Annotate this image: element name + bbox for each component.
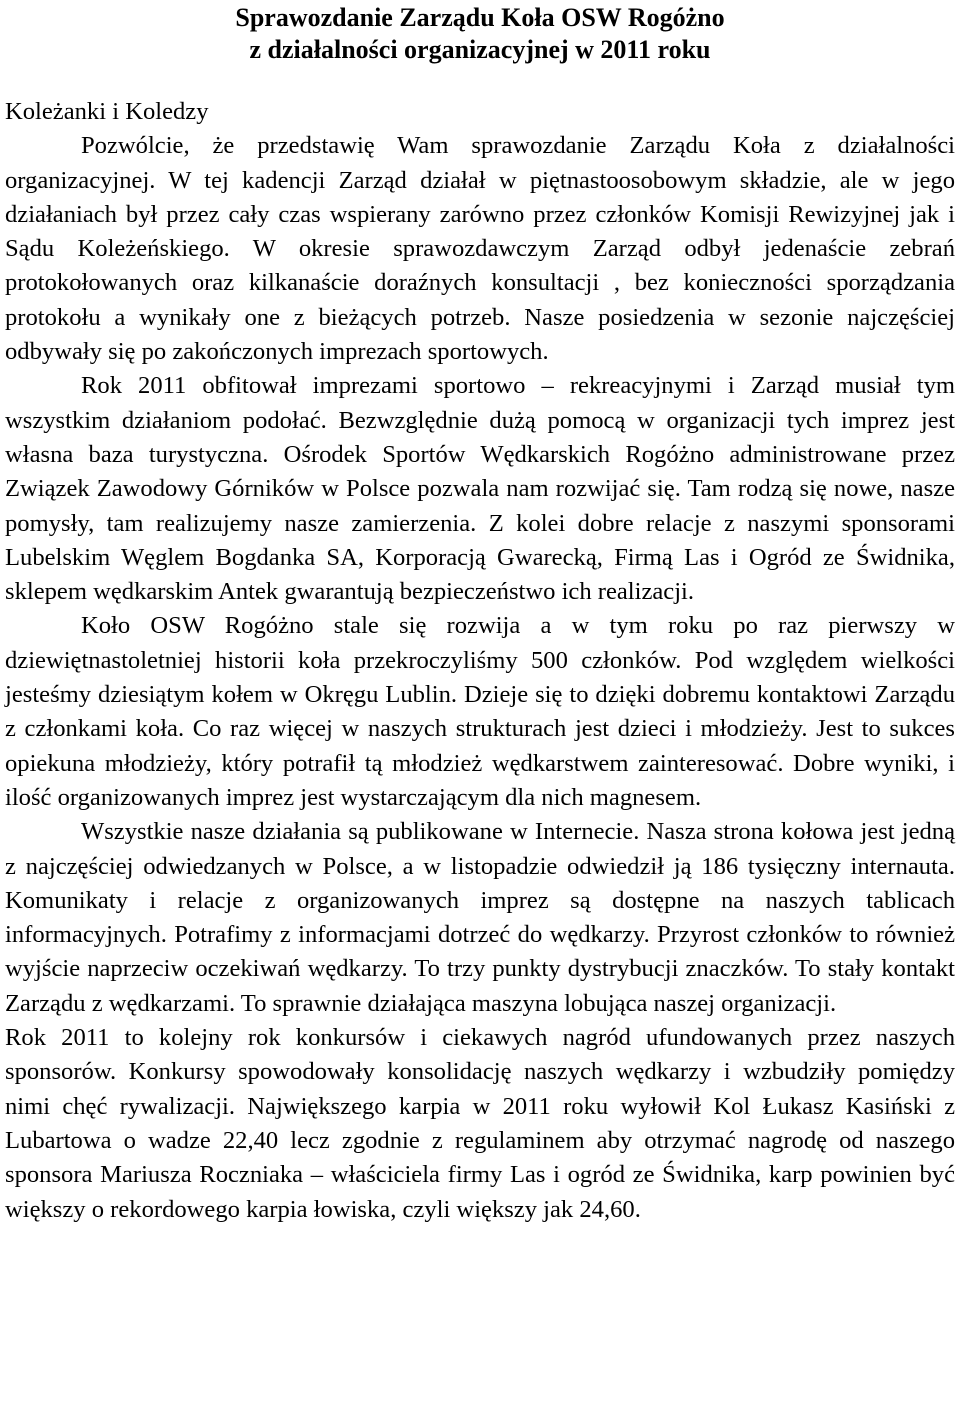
title-line-1: Sprawozdanie Zarządu Koła OSW Rogóżno	[235, 3, 725, 32]
paragraph-5: Rok 2011 to kolejny rok konkursów i ciekawych nagród ufundowanych przez naszych sponsorów. Konkursy spowodowały konsolidację naszych wędkarzy i wzbudziły pomiędzy nimi chęć rywalizacji. Największego karpia w 2011 roku wyłowił Kol Łukasz Kasiński z Lubartowa o wadze 22,40 lecz zgodnie z regulaminem aby otrzymać nagrodę od naszego sponsora Mariusza Roczniaka – właściciela firmy Las i ogród ze Świdnika, karp powinien być większy o rekordowego karpia łowiska, czyli większy jak 24,60.	[5, 1024, 955, 1223]
paragraph-2: Rok 2011 obfitował imprezami sportowo – rekreacyjnymi i Zarząd musiał tym wszystkim działaniom podołać. Bezwzględnie dużą pomocą w organizacji tych imprez jest własna baza turystyczna. Ośrodek Sportów Wędkarskich Rogóżno administrowane przez Związek Zawodowy Górników w Polsce pozwala nam rozwijać się. Tam rodzą się nowe, nasze pomysły, tam realizujemy nasze zamierzenia. Z kolei dobre relacje z naszymi sponsorami Lubelskim Węglem Bogdanka SA, Korporacją Gwarecką, Firmą Las i Ogród ze Świdnika, sklepem wędkarskim Antek gwarantują bezpieczeństwo ich realizacji.	[5, 372, 955, 606]
salutation: Koleżanki i Koledzy	[5, 98, 209, 125]
paragraph-4: Wszystkie nasze działania są publikowane w Internecie. Nasza strona kołowa jest jedną z najczęściej odwiedzanych w Polsce, a w listopadzie odwiedził ją 186 tysięczny internauta. Komunikaty i relacje z organizowanych imprez są dostępne na naszych tablicach informacyjnych. Potrafimy z informacjami dotrzeć do wędkarzy. Przyrost członków to również wyjście naprzeciw oczekiwań wędkarzy. To trzy punkty dystrybucji znaczków. To stały kontakt Zarządu z wędkarzami. To sprawnie działająca maszyna lobująca naszej organizacji.	[5, 818, 955, 1017]
report-body	[5, 95, 955, 1227]
paragraph-3: Koło OSW Rogóżno stale się rozwija a w tym roku po raz pierwszy w dziewiętnastoletniej historii koła przekroczyliśmy 500 członków. Pod względem wielkości jesteśmy dziesiątym kołem w Okręgu Lublin. Dzieje się to dzięki dobremu kontaktowi Zarządu z członkami koła. Co raz więcej w naszych strukturach jest dzieci i młodzieży. Jest to sukces opiekuna młodzieży, który potrafił tą młodzież wędkarstwem zainteresować. Dobre wyniki, i ilość organizowanych imprez jest wystarczającym dla nich magnesem.	[5, 612, 955, 811]
paragraph-1: Pozwólcie, że przedstawię Wam sprawozdanie Zarządu Koła z działalności organizacyjnej. W tej kadencji Zarząd działał w piętnastoosobowym składzie, ale w jego działaniach był przez cały czas wspierany zarówno przez członków Komisji Rewizyjnej jak i Sądu Koleżeńskiego. W okresie sprawozdawczym Zarząd odbył jedenaście zebrań protokołowanych oraz kilkanaście doraźnych konsultacji , bez konieczności sporządzania protokołu a wynikały one z bieżących potrzeb. Nasze posiedzenia w sezonie najczęściej odbywały się po zakończonych imprezach sportowych.	[5, 132, 955, 366]
title-line-2: z działalności organizacyjnej w 2011 roku	[249, 35, 711, 64]
document-page	[5, 0, 955, 1227]
page-title	[5, 2, 955, 66]
